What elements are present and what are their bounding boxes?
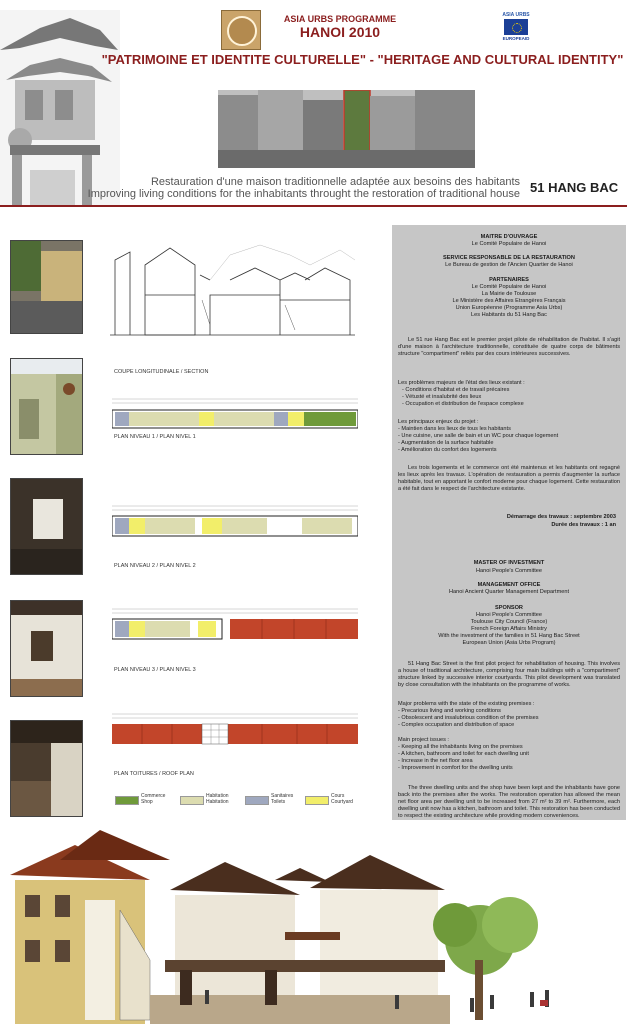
legend-label-en: Courtyard <box>331 799 353 805</box>
asia-urbs-label: ASIA URBS <box>502 12 530 18</box>
programme-label: ASIA URBS PROGRAMME <box>283 14 397 24</box>
legend-label: Cours <box>331 793 345 799</box>
fr-issue: - Une cuisine, une salle de bain et un WC pour chaque logement <box>398 433 559 439</box>
fr-problem: - Conditions d'habitat et de travail précaires <box>402 387 510 393</box>
fr-partner: Le Ministère des Affaires Etrangères Français <box>452 298 566 304</box>
description-panel <box>392 225 626 885</box>
plan2-caption: PLAN NIVEAU 2 / PLAN NIVEL 2 <box>114 563 196 569</box>
plan-level-3 <box>112 605 358 645</box>
fr-issue: - Maintien dans les lieux de tous les habitants <box>398 426 511 432</box>
fr-result: Les trois logements et le commerce ont été maintenus et les habitants ont regagné les lieux après les travaux. L'opération de restauration a permis d'augmenter la surface habitable, tout en apportant le confort moderne pour chaque logement. Cette restauration a été fait dans le respect de l'architecture existante. <box>398 465 620 492</box>
legend-label-en: Toilets <box>271 799 286 805</box>
legend-label-en: Shop <box>141 799 153 805</box>
en-management-heading: MANAGEMENT OFFICE <box>477 582 541 588</box>
legend-label-en: Habitation <box>206 799 229 805</box>
fr-service: Le Bureau de gestion de l'Ancien Quartier de Hanoi <box>445 262 573 268</box>
en-result: The three dwelling units and the shop have been kept and the inhabitants have gone back into the premises after the works. The restoration operation has allowed the mean net floor area per dwelling unit to be increased from 27 m² to 39 m². Furthermore, each dwelling unit now has a kitchen, bathroom and toilet. This restoration has been conducted to respect the existing architecture while providing modern conveniences. <box>398 785 620 819</box>
en-problems-title: Major problems with the state of the existing premises : <box>398 701 535 707</box>
fr-intro: Le 51 rue Hang Bac est le premier projet pilote de réhabilitation de l'habitat. Il s'agit d'une maison à l'architecture traditionnelle, constituée de quatre corps de bâtiments structure "compartiment" reliés par des cours intérieures successives. <box>398 337 620 357</box>
event-label: HANOI 2010 <box>299 24 381 40</box>
plan3-caption: PLAN NIVEAU 3 / PLAN NIVEL 3 <box>114 667 196 673</box>
subtitle-fr: Restauration d'une maison traditionnelle adaptée aux besoins des habitants <box>150 176 520 188</box>
fr-owner-heading: MAITRE D'OUVRAGE <box>480 234 538 240</box>
en-sponsor: Hanoi People's Committee <box>475 612 543 618</box>
fr-owner: Le Comité Populaire de Hanoi <box>471 241 547 247</box>
en-investment-heading: MASTER OF INVESTMENT <box>473 560 545 566</box>
en-problem: - Obsolescent and insalubrious condition of the premises <box>398 715 539 721</box>
en-issue: - Improvement in comfort for the dwelling units <box>398 765 513 771</box>
fr-partners-heading: PARTENAIRES <box>489 277 529 283</box>
en-issue: - Increase in the net floor area <box>398 758 473 764</box>
legend-label: Habitation <box>206 793 229 799</box>
fr-start: Démarrage des travaux : septembre 2003 <box>506 514 616 520</box>
plan-level-1 <box>112 395 358 435</box>
address-label: 51 HANG BAC <box>530 180 619 195</box>
longitudinal-section <box>110 240 360 340</box>
en-issues-title: Main project issues : <box>398 737 449 743</box>
en-problem: - Precarious living and working conditions <box>398 708 501 714</box>
fr-problems-title: Les problèmes majeurs de l'état des lieux existant : <box>398 380 525 386</box>
en-investment: Hanoi People's Committee <box>475 568 543 574</box>
en-sponsor-heading: SPONSOR <box>495 605 523 611</box>
legend-swatch <box>245 796 269 805</box>
pagoda-illustration <box>0 10 120 205</box>
fr-issue: - Augmentation de la surface habitable <box>398 440 494 446</box>
en-sponsor: European Union (Asia Urbs Program) <box>462 640 556 646</box>
fr-service-heading: SERVICE RESPONSABLE DE LA RESTAURATION <box>443 255 575 261</box>
facade-photo <box>10 240 83 334</box>
gallery-photo <box>10 720 83 817</box>
fr-partner: Union Européenne (Programme Asia Urbs) <box>455 305 563 311</box>
fr-partner: Les Habitants du 51 Hang Bac <box>471 312 547 318</box>
eu-flag-icon <box>504 19 528 35</box>
house-illustration <box>0 820 627 1024</box>
legend-swatch <box>115 796 139 805</box>
en-sponsor: French Foreign Affairs Ministry <box>471 626 547 632</box>
fr-problem: - Occupation et distribution de l'espace complexe <box>402 401 524 407</box>
subtitle-en: Improving living conditions for the inhabitants throught the restoration of traditional house <box>87 188 520 200</box>
fr-issues-title: Les principaux enjeux du projet : <box>398 419 479 425</box>
europeaid-label: EUROPEAID <box>502 36 530 41</box>
plan1-caption: PLAN NIVEAU 1 / PLAN NIVEL 1 <box>114 434 196 440</box>
legend-swatch <box>180 796 204 805</box>
fr-problem: - Vétusté et insalubrité des lieux <box>402 394 482 400</box>
asia-urbs-logo <box>498 12 534 48</box>
fr-partner: Le Comité Populaire de Hanoi <box>471 284 547 290</box>
plan-level-2 <box>112 502 358 542</box>
roof-caption: PLAN TOITURES / ROOF PLAN <box>114 771 194 777</box>
en-intro: 51 Hang Bac Street is the first pilot project for rehabilitation of housing. This involves a house of traditional architecture, comprising four main buildings with a "compartiment" structure linked by successive interior courtyards. This pilot development was translated by close consultation with the inhabitants on the programme of works. <box>398 661 620 688</box>
legend <box>115 793 355 809</box>
interior-photo <box>10 478 83 575</box>
header-divider <box>0 205 627 207</box>
en-sponsor: Toulouse City Council (France) <box>470 619 548 625</box>
legend-label: Sanitaires <box>271 793 294 799</box>
section-caption: COUPE LONGITUDINALE / SECTION <box>114 369 209 375</box>
fr-issue: - Amélioration du confort des logements <box>398 447 497 453</box>
roof-plan <box>112 710 358 750</box>
en-issue: - A kitchen, bathroom and toilet for each dwelling unit <box>398 751 529 757</box>
legend-swatch <box>305 796 329 805</box>
fr-duration: Durée des travaux : 1 an <box>551 522 616 528</box>
room-photo <box>10 600 83 697</box>
en-issue: - Keeping all the inhabitants living on the premises <box>398 744 523 750</box>
en-management: Hanoi Ancient Quarter Management Department <box>448 589 570 595</box>
legend-label: Commerce <box>141 793 166 799</box>
courtyard-photo <box>10 358 83 455</box>
en-problem: - Complex occupation and distribution of space <box>398 722 515 728</box>
street-photo-strip <box>218 90 475 168</box>
fr-partner: La Mairie de Toulouse <box>481 291 537 297</box>
page-title: "PATRIMOINE ET IDENTITE CULTURELLE" - "HERITAGE AND CULTURAL IDENTITY" <box>101 52 624 67</box>
en-sponsor: With the investment of the families in 51 Hang Bac Street <box>438 633 580 639</box>
